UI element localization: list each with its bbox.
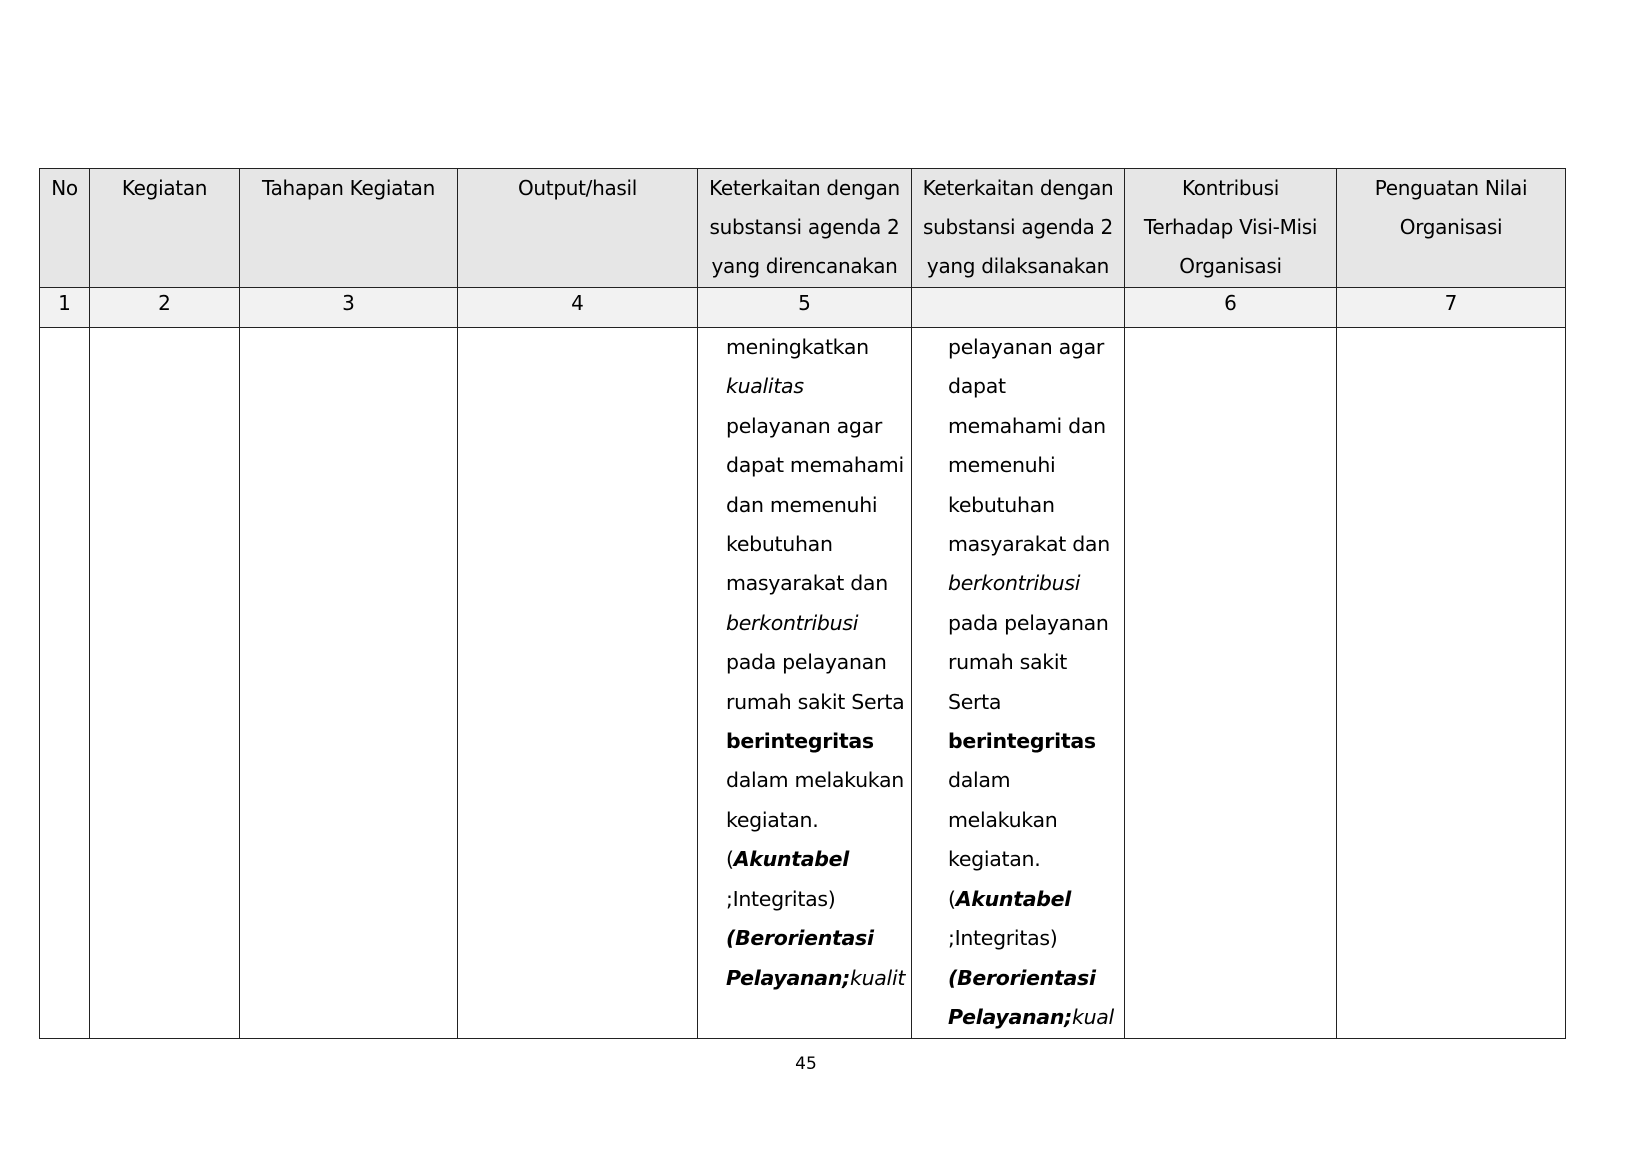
- column-number: [912, 288, 1125, 328]
- header-penguatan-nilai: Penguatan Nilai Organisasi: [1337, 169, 1566, 288]
- column-number: 6: [1125, 288, 1337, 328]
- cell-kegiatan: [90, 328, 240, 1039]
- header-tahapan-kegiatan: Tahapan Kegiatan: [240, 169, 458, 288]
- cell-keterkaitan-direncanakan: meningkatkan kualitas pelayanan agar dapat memahami dan memenuhi kebutuhan masyarakat dan berkontribusi pada pelayanan rumah sakit Serta berintegritas dalam melakukan kegiatan. (Akuntabel ;Integritas) (Berorientasi Pelayanan;kualit: [698, 328, 912, 1039]
- column-number: 5: [698, 288, 912, 328]
- column-number: 3: [240, 288, 458, 328]
- header-keterkaitan-direncanakan: Keterkaitan dengan substansi agenda 2 yang direncanakan: [698, 169, 912, 288]
- cell-penguatan-nilai: [1337, 328, 1566, 1039]
- column-number: 1: [40, 288, 90, 328]
- header-kontribusi-visi-misi: Kontribusi Terhadap Visi-Misi Organisasi: [1125, 169, 1337, 288]
- header-row: [40, 169, 1566, 288]
- page-number: 45: [795, 1054, 817, 1074]
- header-keterkaitan-dilaksanakan: Keterkaitan dengan substansi agenda 2 yang dilaksanakan: [912, 169, 1125, 288]
- header-kegiatan: Kegiatan: [90, 169, 240, 288]
- cell-no: [40, 328, 90, 1039]
- column-number: 2: [90, 288, 240, 328]
- column-number: 7: [1337, 288, 1566, 328]
- column-number: 4: [458, 288, 698, 328]
- activity-plan-table: [39, 168, 1566, 1039]
- cell-output-hasil: [458, 328, 698, 1039]
- cell-keterkaitan-dilaksanakan: pelayanan agar dapat memahami dan memenuhi kebutuhan masyarakat dan berkontribusi pada pelayanan rumah sakit Serta berintegritas dalam melakukan kegiatan. (Akuntabel ;Integritas) (Berorientasi Pelayanan;kual: [912, 328, 1125, 1039]
- table-row: [40, 328, 1566, 1039]
- cell-tahapan-kegiatan: [240, 328, 458, 1039]
- column-number-row: [40, 288, 1566, 328]
- cell-kontribusi-visi-misi: [1125, 328, 1337, 1039]
- header-output-hasil: Output/hasil: [458, 169, 698, 288]
- header-no: No: [40, 169, 90, 288]
